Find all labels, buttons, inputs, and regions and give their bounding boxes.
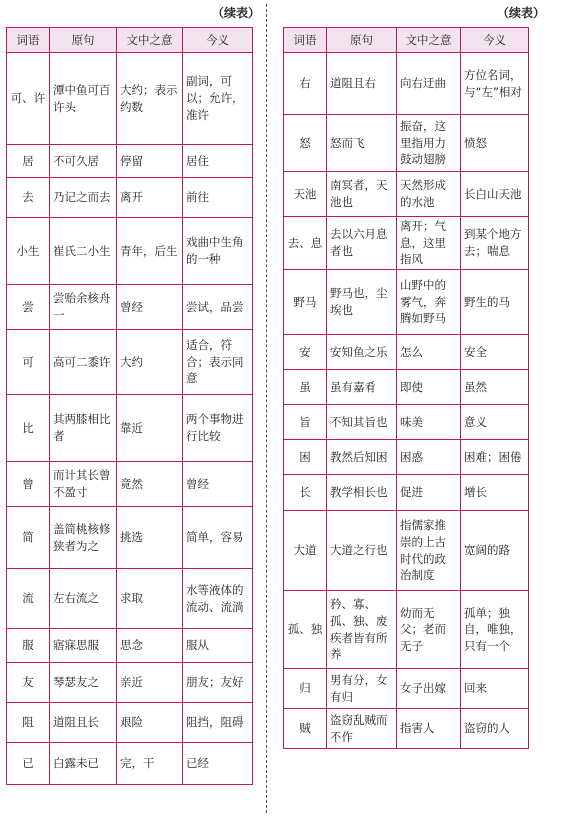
cell-meaning-in-text: 山野中的雾气，奔腾如野马 xyxy=(397,270,461,335)
header-sentence: 原句 xyxy=(327,28,397,53)
table-row xyxy=(7,330,253,395)
vocab-table-left xyxy=(6,27,253,785)
cell-sentence: 崔氏二小生 xyxy=(50,218,117,285)
header-modern-meaning: 今义 xyxy=(461,28,529,53)
cell-sentence: 其两膝相比者 xyxy=(50,395,117,462)
cell-word: 野马 xyxy=(284,270,327,335)
cell-modern-meaning: 野生的马 xyxy=(461,270,529,335)
table-row xyxy=(7,53,253,145)
cell-word: 友 xyxy=(7,663,50,703)
cell-word: 贼 xyxy=(284,709,327,749)
table-row xyxy=(284,335,529,370)
header-word: 词语 xyxy=(7,28,50,53)
cell-modern-meaning: 尝试，品尝 xyxy=(183,285,253,330)
dashed-column-divider xyxy=(266,4,267,813)
cell-word: 阻 xyxy=(7,703,50,743)
cell-meaning-in-text: 女子出嫁 xyxy=(397,669,461,709)
table-row xyxy=(7,743,253,785)
header-word: 词语 xyxy=(284,28,327,53)
table-header-row xyxy=(284,28,529,53)
cell-sentence: 不可久居 xyxy=(50,145,117,178)
cell-sentence: 道阻且长 xyxy=(50,703,117,743)
cell-modern-meaning: 意义 xyxy=(461,405,529,440)
cell-meaning-in-text: 离开 xyxy=(117,178,183,218)
cell-word: 去 xyxy=(7,178,50,218)
cell-meaning-in-text: 曾经 xyxy=(117,285,183,330)
cell-sentence: 不知其旨也 xyxy=(327,405,397,440)
table-row xyxy=(284,669,529,709)
cell-word: 比 xyxy=(7,395,50,462)
cell-sentence: 盖简桃核修狭者为之 xyxy=(50,507,117,569)
cell-sentence: 矜、寡、孤、独、废疾者皆有所养 xyxy=(327,591,397,669)
cell-word: 小生 xyxy=(7,218,50,285)
cell-sentence: 道阻且右 xyxy=(327,53,397,115)
table-row xyxy=(7,395,253,462)
cell-modern-meaning: 方位名词，与“左”相对 xyxy=(461,53,529,115)
cell-sentence: 尝贻余核舟一 xyxy=(50,285,117,330)
cell-modern-meaning: 曾经 xyxy=(183,462,253,507)
cell-word: 简 xyxy=(7,507,50,569)
table-row xyxy=(284,53,529,115)
cell-modern-meaning: 已经 xyxy=(183,743,253,785)
table-row xyxy=(284,217,529,270)
cell-meaning-in-text: 大约 xyxy=(117,330,183,395)
cell-meaning-in-text: 思念 xyxy=(117,629,183,663)
cell-word: 归 xyxy=(284,669,327,709)
cell-word: 虽 xyxy=(284,370,327,405)
cell-word: 居 xyxy=(7,145,50,178)
cell-modern-meaning: 到某个地方去；喘息 xyxy=(461,217,529,270)
cell-meaning-in-text: 即使 xyxy=(397,370,461,405)
cell-sentence: 怒而飞 xyxy=(327,115,397,172)
table-row xyxy=(284,115,529,172)
cell-modern-meaning: 安全 xyxy=(461,335,529,370)
cell-word: 孤、独 xyxy=(284,591,327,669)
cell-word: 旨 xyxy=(284,405,327,440)
cell-sentence: 左右流之 xyxy=(50,569,117,629)
table-row xyxy=(284,270,529,335)
cell-modern-meaning: 前往 xyxy=(183,178,253,218)
cell-meaning-in-text: 青年，后生 xyxy=(117,218,183,285)
table-row xyxy=(7,285,253,330)
cell-meaning-in-text: 停留 xyxy=(117,145,183,178)
table-row xyxy=(7,178,253,218)
cell-meaning-in-text: 幼而无父；老而无子 xyxy=(397,591,461,669)
cell-modern-meaning: 愤怒 xyxy=(461,115,529,172)
header-meaning-in-text: 文中之意 xyxy=(397,28,461,53)
cell-sentence: 教然后知困 xyxy=(327,440,397,475)
cell-word: 大道 xyxy=(284,511,327,591)
cell-modern-meaning: 长白山天池 xyxy=(461,172,529,217)
cell-word: 右 xyxy=(284,53,327,115)
cell-modern-meaning: 虽然 xyxy=(461,370,529,405)
cell-modern-meaning: 朋友；友好 xyxy=(183,663,253,703)
table-row xyxy=(7,462,253,507)
cell-modern-meaning: 困难；困倦 xyxy=(461,440,529,475)
cell-word: 流 xyxy=(7,569,50,629)
cell-word: 曾 xyxy=(7,462,50,507)
cell-meaning-in-text: 离开；气息，这里指风 xyxy=(397,217,461,270)
table-row xyxy=(7,569,253,629)
cell-sentence: 而计其长曾不盈寸 xyxy=(50,462,117,507)
cell-sentence: 琴瑟友之 xyxy=(50,663,117,703)
cell-sentence: 去以六月息者也 xyxy=(327,217,397,270)
cell-sentence: 寤寐思服 xyxy=(50,629,117,663)
table-row xyxy=(7,507,253,569)
table-row xyxy=(284,591,529,669)
cell-word: 困 xyxy=(284,440,327,475)
cell-meaning-in-text: 困惑 xyxy=(397,440,461,475)
table-row xyxy=(284,475,529,511)
cell-sentence: 大道之行也 xyxy=(327,511,397,591)
cell-modern-meaning: 简单，容易 xyxy=(183,507,253,569)
table-row xyxy=(284,511,529,591)
cell-word: 可 xyxy=(7,330,50,395)
table-row xyxy=(284,172,529,217)
cell-sentence: 潭中鱼可百许头 xyxy=(50,53,117,145)
table-row xyxy=(7,218,253,285)
cell-modern-meaning: 戏曲中生角的一种 xyxy=(183,218,253,285)
table-row xyxy=(7,703,253,743)
cell-sentence: 南冥者，天池也 xyxy=(327,172,397,217)
table-row xyxy=(7,145,253,178)
cell-sentence: 白露未已 xyxy=(50,743,117,785)
cell-meaning-in-text: 亲近 xyxy=(117,663,183,703)
cell-sentence: 盗窃乱贼而不作 xyxy=(327,709,397,749)
cell-modern-meaning: 阻挡，阻碍 xyxy=(183,703,253,743)
cell-word: 尝 xyxy=(7,285,50,330)
cell-word: 服 xyxy=(7,629,50,663)
header-sentence: 原句 xyxy=(50,28,117,53)
cell-modern-meaning: 盗窃的人 xyxy=(461,709,529,749)
cell-sentence: 男有分，女有归 xyxy=(327,669,397,709)
table-row xyxy=(284,440,529,475)
table-row xyxy=(284,709,529,749)
cell-sentence: 野马也，尘埃也 xyxy=(327,270,397,335)
cell-meaning-in-text: 天然形成的水池 xyxy=(397,172,461,217)
cell-meaning-in-text: 靠近 xyxy=(117,395,183,462)
cell-meaning-in-text: 向右迂曲 xyxy=(397,53,461,115)
header-meaning-in-text: 文中之意 xyxy=(117,28,183,53)
cell-word: 已 xyxy=(7,743,50,785)
cell-modern-meaning: 回来 xyxy=(461,669,529,709)
cell-sentence: 安知鱼之乐 xyxy=(327,335,397,370)
continuation-label-left: （续表） xyxy=(212,6,261,20)
cell-modern-meaning: 居住 xyxy=(183,145,253,178)
continuation-label-right: （续表） xyxy=(497,6,546,20)
table-row xyxy=(284,370,529,405)
cell-meaning-in-text: 求取 xyxy=(117,569,183,629)
cell-modern-meaning: 适合，符合；表示同意 xyxy=(183,330,253,395)
cell-word: 天池 xyxy=(284,172,327,217)
cell-meaning-in-text: 完，干 xyxy=(117,743,183,785)
cell-modern-meaning: 副词，可以；允许，准许 xyxy=(183,53,253,145)
cell-sentence: 乃记之而去 xyxy=(50,178,117,218)
table-header-row xyxy=(7,28,253,53)
cell-modern-meaning: 服从 xyxy=(183,629,253,663)
cell-meaning-in-text: 大约；表示约数 xyxy=(117,53,183,145)
cell-meaning-in-text: 艰险 xyxy=(117,703,183,743)
cell-sentence: 高可二黍许 xyxy=(50,330,117,395)
cell-word: 去、息 xyxy=(284,217,327,270)
cell-sentence: 虽有嘉肴 xyxy=(327,370,397,405)
cell-meaning-in-text: 味美 xyxy=(397,405,461,440)
cell-meaning-in-text: 竟然 xyxy=(117,462,183,507)
cell-word: 可、许 xyxy=(7,53,50,145)
cell-meaning-in-text: 挑选 xyxy=(117,507,183,569)
cell-word: 怒 xyxy=(284,115,327,172)
cell-modern-meaning: 两个事物进行比较 xyxy=(183,395,253,462)
vocab-table-right xyxy=(283,27,529,749)
cell-meaning-in-text: 指害人 xyxy=(397,709,461,749)
cell-meaning-in-text: 促进 xyxy=(397,475,461,511)
table-row xyxy=(7,663,253,703)
cell-word: 长 xyxy=(284,475,327,511)
cell-modern-meaning: 水等液体的流动、流淌 xyxy=(183,569,253,629)
cell-meaning-in-text: 怎么 xyxy=(397,335,461,370)
header-modern-meaning: 今义 xyxy=(183,28,253,53)
cell-sentence: 教学相长也 xyxy=(327,475,397,511)
cell-meaning-in-text: 指儒家推崇的上古时代的政治制度 xyxy=(397,511,461,591)
table-row xyxy=(284,405,529,440)
table-row xyxy=(7,629,253,663)
cell-modern-meaning: 增长 xyxy=(461,475,529,511)
cell-word: 安 xyxy=(284,335,327,370)
cell-meaning-in-text: 振奋，这里指用力鼓动翅膀 xyxy=(397,115,461,172)
cell-modern-meaning: 孤单；独自，唯独，只有一个 xyxy=(461,591,529,669)
cell-modern-meaning: 宽阔的路 xyxy=(461,511,529,591)
